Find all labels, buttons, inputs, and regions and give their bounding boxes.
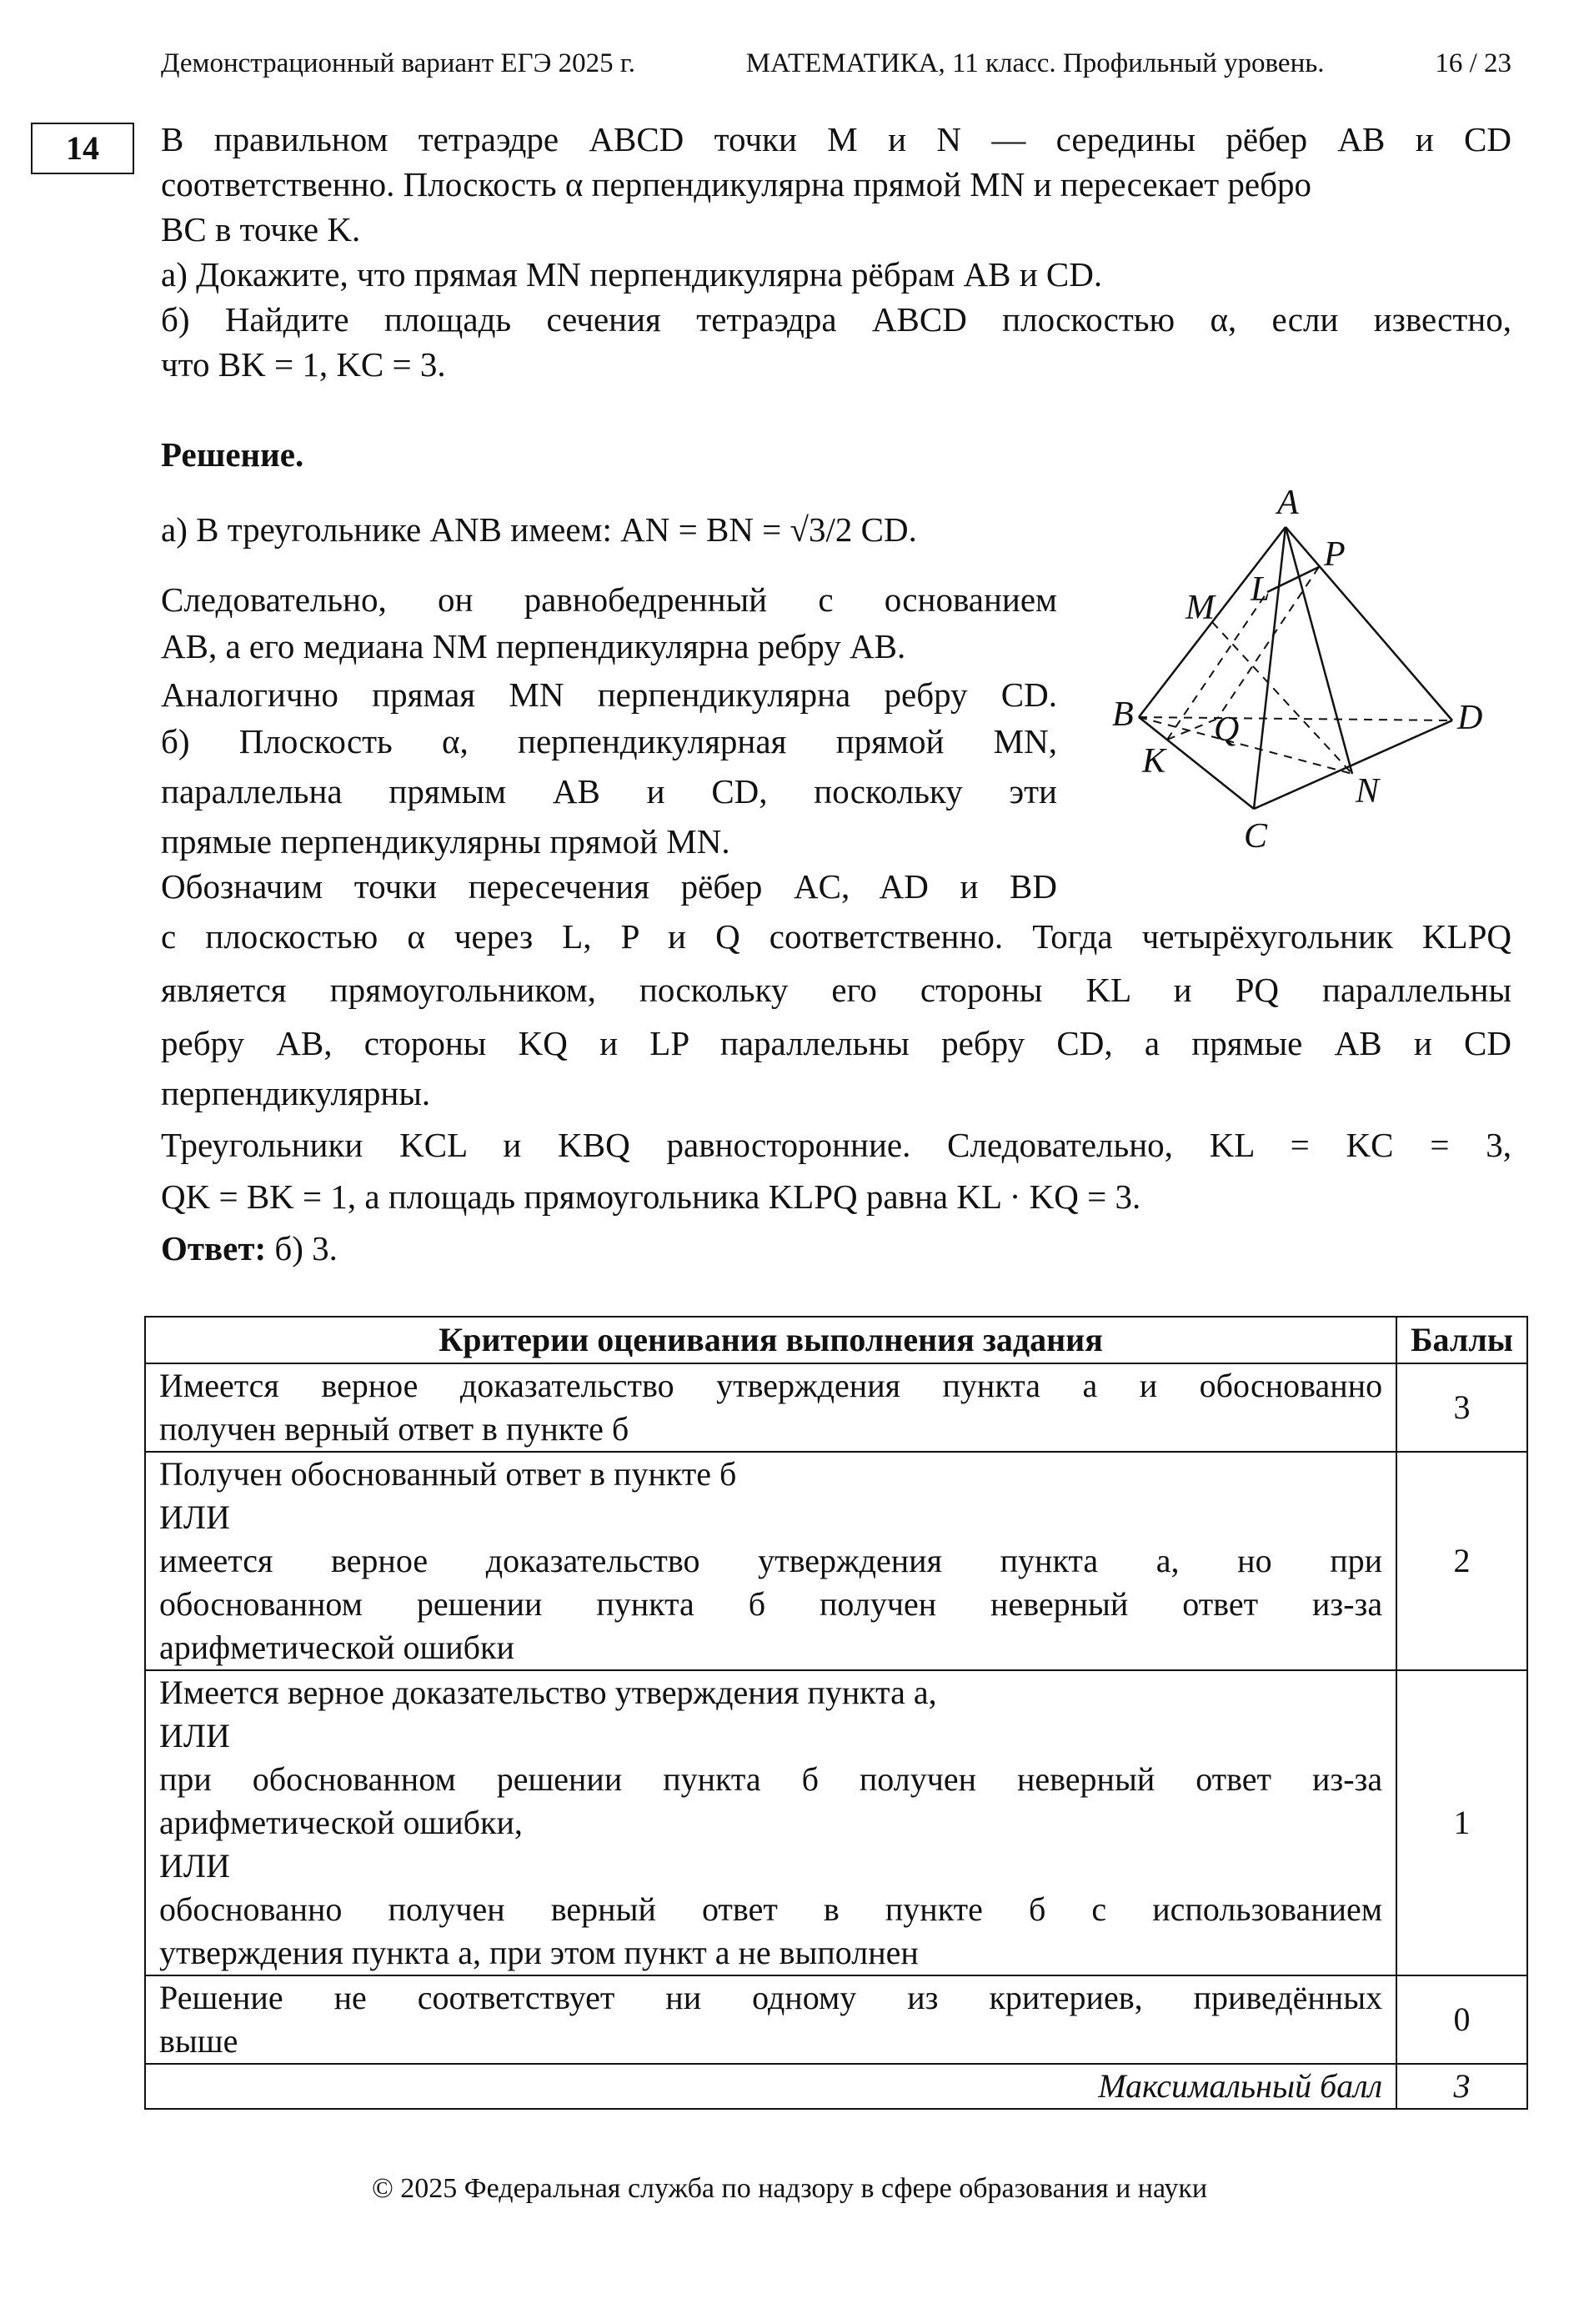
points-header: Баллы [1396, 1317, 1527, 1363]
max-score-label: Максимальный балл [145, 2064, 1396, 2109]
criteria-row [145, 1363, 1527, 1452]
segment-BN-hidden [1139, 717, 1352, 774]
solution-line: QK = BK = 1, а площадь прямоугольника KLPQ равна KL · KQ = 3. [161, 1177, 1141, 1216]
task-line: BC в точке K. [161, 210, 361, 248]
criteria-points: 2 [1396, 1452, 1527, 1670]
criteria-points: 3 [1396, 1363, 1527, 1452]
label-L: L [1251, 570, 1271, 609]
label-N: N [1356, 772, 1380, 811]
label-B: B [1112, 695, 1134, 734]
criteria-line: Получен обоснованный ответ в пункте б [159, 1455, 737, 1493]
edge-AD [1286, 527, 1452, 720]
task-line: б) Найдите площадь сечения тетраэдра ABCD плоскостью α, если известно, [161, 300, 1511, 339]
criteria-line: обоснованном решении пункта б получен неверный ответ из-за [159, 1585, 1383, 1623]
criteria-points: 1 [1396, 1670, 1527, 1975]
answer-label: Ответ: [161, 1229, 267, 1267]
criteria-line: Имеется верное доказательство утверждения пункта а, [159, 1674, 937, 1711]
label-M: M [1186, 589, 1215, 627]
solution-formula: а) В треугольнике ANB имеем: AN = BN = √3/2 CD. [161, 510, 917, 549]
criteria-line: Решение не соответствует ни одному из критериев, приведённых [159, 1979, 1383, 2016]
criteria-points: 0 [1396, 1975, 1527, 2064]
tetrahedron-figure [1100, 475, 1517, 876]
max-score-value: 3 [1396, 2064, 1527, 2109]
criteria-line: утверждения пункта а, при этом пункт а не выполнен [159, 1934, 919, 1971]
label-A: A [1277, 484, 1299, 522]
header-left: Демонстрационный вариант ЕГЭ 2025 г. [161, 48, 635, 78]
label-K: K [1142, 742, 1166, 781]
page-header [161, 48, 1511, 79]
label-D: D [1457, 699, 1483, 737]
criteria-line: обоснованно получен верный ответ в пункте б с использованием [159, 1890, 1383, 1928]
page-footer: © 2025 Федеральная служба по надзору в сфере образования и науки [371, 2173, 1208, 2204]
criteria-row [145, 1670, 1527, 1975]
criteria-line: ИЛИ [159, 1498, 230, 1536]
solution-line: Обозначим точки пересечения рёбер AC, AD и BD [161, 867, 1057, 906]
solution-line: Следовательно, он равнобедренный с основанием [161, 580, 1057, 619]
task-number: 14 [31, 123, 134, 174]
answer-value: б) 3. [274, 1229, 338, 1267]
criteria-line: имеется верное доказательство утверждения пункта а, но при [159, 1542, 1383, 1579]
task-line: В правильном тетраэдре ABCD точки M и N — середины рёбер AB и CD [161, 120, 1511, 158]
criteria-line: выше [159, 2022, 238, 2060]
solution-heading: Решение. [161, 435, 304, 474]
task-line: а) Докажите, что прямая MN перпендикулярна рёбрам AB и CD. [161, 255, 1103, 294]
solution-line: с плоскостью α через L, P и Q соответственно. Тогда четырёхугольник KLPQ [161, 917, 1511, 956]
solution-line: б) Плоскость α, перпендикулярная прямой MN, [161, 722, 1057, 760]
solution-line: AB, а его медиана NM перпендикулярна ребру AB. [161, 627, 906, 665]
criteria-line: получен верный ответ в пункте б [159, 1410, 629, 1448]
criteria-table [144, 1316, 1528, 2110]
solution-line: перпендикулярны. [161, 1074, 431, 1112]
edge-CD [1254, 720, 1452, 809]
label-C: C [1244, 817, 1268, 856]
criteria-line: Имеется верное доказательство утверждения пункта а и обоснованно [159, 1367, 1383, 1404]
criteria-header: Критерии оценивания выполнения задания [145, 1317, 1396, 1363]
label-Q: Q [1214, 710, 1240, 749]
solution-line: Треугольники KCL и KBQ равносторонние. Следовательно, KL = KC = 3, [161, 1126, 1511, 1164]
label-P: P [1324, 535, 1346, 574]
task-line: соответственно. Плоскость α перпендикулярна прямой MN и пересекает ребро [161, 165, 1311, 203]
section-KQ-hidden [1167, 719, 1217, 740]
criteria-row [145, 1975, 1527, 2064]
task-line: что BK = 1, KC = 3. [161, 345, 446, 384]
edge-AC [1254, 527, 1286, 809]
header-page: 16 / 23 [1435, 48, 1511, 78]
criteria-line: ИЛИ [159, 1847, 230, 1885]
answer-line [161, 1226, 1511, 1271]
max-score-row [145, 2064, 1527, 2109]
solution-line: является прямоугольником, поскольку его стороны KL и PQ параллельны [161, 971, 1511, 1009]
section-LP [1267, 567, 1319, 592]
solution-line: ребру AB, стороны KQ и LP параллельны ребру CD, а прямые AB и CD [161, 1024, 1511, 1062]
solution-line: прямые перпендикулярны прямой MN. [161, 822, 730, 861]
criteria-line: ИЛИ [159, 1717, 230, 1754]
edge-BD-hidden [1139, 717, 1452, 720]
header-center: МАТЕМАТИКА, 11 класс. Профильный уровень. [745, 48, 1325, 78]
criteria-line: при обоснованном решении пункта б получен неверный ответ из-за [159, 1760, 1383, 1798]
solution-line: параллельна прямым AB и CD, поскольку эти [161, 772, 1057, 811]
criteria-line: арифметической ошибки [159, 1629, 514, 1666]
criteria-row [145, 1452, 1527, 1670]
solution-line: Аналогично прямая MN перпендикулярна ребру CD. [161, 675, 1057, 714]
criteria-line: арифметической ошибки, [159, 1804, 523, 1841]
